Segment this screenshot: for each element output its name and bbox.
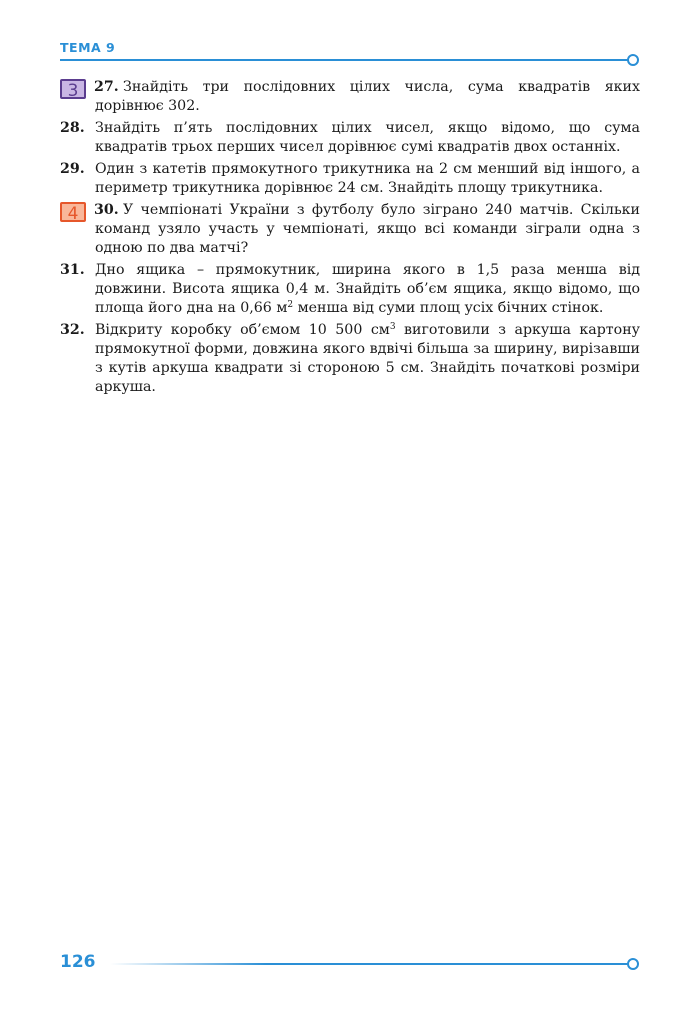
problem-number: 29. — [60, 161, 85, 177]
problem-text: Один з катетів прямокутного трикутника на 2 см менший від іншого, а периметр трикутника дорівнює 24 см. Знайдіть площу трикутника. — [95, 161, 640, 196]
page-number: 126 — [60, 952, 96, 972]
problem-number: 28. — [60, 120, 85, 136]
problem-text: У чемпіонаті України з футболу було зіграно 240 матчів. Скільки команд узяло участь у чемпіонаті, якщо всі команди зіграли одна з одною по два матчі? — [95, 202, 640, 256]
problem-number: 31. — [60, 262, 85, 278]
problem-list — [60, 78, 640, 400]
problem-27 — [60, 78, 640, 116]
level-3-icon: 3 — [60, 79, 86, 99]
header-rule — [60, 59, 630, 61]
problem-number: 30. — [94, 202, 119, 218]
problem-number: 32. — [60, 322, 85, 338]
superscript: 3 — [389, 322, 396, 332]
problem-30 — [60, 201, 640, 258]
problem-32 — [60, 321, 640, 397]
problem-31 — [60, 261, 640, 318]
problem-number: 27. — [94, 79, 119, 95]
header-rule-end-icon — [627, 54, 639, 66]
level-4-icon: 4 — [60, 202, 86, 222]
problem-28 — [60, 119, 640, 157]
superscript: 2 — [287, 300, 294, 310]
problem-text: Знайдіть п’ять послідовних цілих чисел, якщо відомо, що сума квадратів трьох перших чисел дорівнює сумі квадратів двох останніх. — [95, 120, 640, 155]
problem-text: Знайдіть три послідовних цілих числа, сума квадратів яких дорівнює 302. — [95, 79, 640, 114]
problem-text: Дно ящика – прямокутник, ширина якого в 1,5 раза менша від довжини. Висота ящика 0,4 м. Знайдіть об’єм ящика, якщо відомо, що площа його дна на 0,66 $м^2$ менша від суми площ усіх бічних стінок. — [95, 262, 640, 316]
problem-text: Відкриту коробку об’ємом 10 500 $см^3$ виготовили з аркуша картону прямокутної форми, довжина якого вдвічі більша за ширину, вирізавши з кутів аркуша квадрати зі стороною 5 см. Знайдіть початкові розміри аркуша. — [95, 322, 640, 395]
footer-rule-end-icon — [627, 958, 639, 970]
footer-rule — [110, 963, 630, 965]
topic-header: ТЕМА 9 — [60, 40, 116, 55]
problem-29 — [60, 160, 640, 198]
